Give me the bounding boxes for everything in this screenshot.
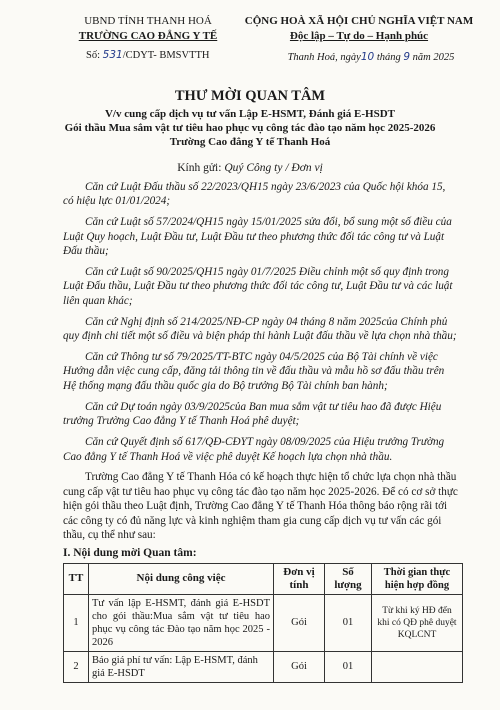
greeting-recipient: Quý Công ty / Đơn vị bbox=[224, 162, 323, 174]
document-title: THƯ MỜI QUAN TÂM bbox=[174, 88, 326, 104]
legal-basis-paragraph: Căn cứ Quyết định số 617/QĐ-CĐYT ngày 08/09/2025 của Hiệu trưởng Trường Cao đẳng Y tế Thanh Hoá về việc phê duyệt Kế hoạch lựa chọn nhà thầu. bbox=[63, 436, 445, 463]
subtitle-line: Trường Cao đẳng Y tế Thanh Hoá bbox=[169, 136, 331, 148]
cell-content: Báo giá phí tư vấn: Lập E-HSMT, đánh giá E-HSDT bbox=[89, 651, 274, 682]
document-body bbox=[63, 180, 458, 683]
cell-quantity: 01 bbox=[325, 651, 372, 682]
subtitle-line: Gói thầu Mua sắm vật tư tiêu hao phục vụ công tác đào tạo năm học 2025-2026 bbox=[64, 122, 436, 134]
greeting-label: Kính gửi: bbox=[177, 162, 222, 174]
table-row bbox=[64, 594, 463, 651]
table-header-row bbox=[64, 563, 463, 594]
agency-name: UBND TỈNH THANH HOÁ bbox=[84, 15, 212, 27]
section-heading: I. Nội dung mời Quan tâm: bbox=[63, 547, 197, 560]
header-left bbox=[48, 14, 248, 63]
cell-content: Tư vấn lập E-HSMT, đánh giá E-HSDT cho gói thầu:Mua sắm vật tư tiêu hao phục vụ công tác Đào tạo năm học 2025 - 2026 bbox=[89, 594, 274, 651]
header-right bbox=[228, 14, 490, 65]
greeting bbox=[0, 162, 500, 174]
cell-quantity: 01 bbox=[325, 594, 372, 651]
header-unit: Đơn vị tính bbox=[274, 563, 325, 594]
document-subtitle bbox=[40, 107, 460, 149]
legal-basis-paragraph: Căn cứ Luật Đấu thầu số 22/2023/QH15 ngày 23/6/2023 của Quốc hội khóa 15, có hiệu lực 01/01/2024; bbox=[63, 181, 446, 208]
intro-paragraph: Trường Cao đẳng Y tế Thanh Hóa có kế hoạch thực hiện tổ chức lựa chọn nhà thầu cung cấp vật tư tiêu hao phục vụ công tác đào tạo năm học 2025-2026. Để có cơ sở thực hiện gói thầu theo Luật định, Trường Cao đẳng Y tế Thanh Hóa thông báo rộng rãi tới các công ty có đủ năng lực và kinh nghiệm tham gia cung cấp dịch vụ tư vấn các gói thầu, cụ thể như sau: bbox=[63, 471, 458, 542]
handwritten-month: 9 bbox=[403, 51, 411, 63]
cell-time bbox=[372, 651, 463, 682]
header-tt: TT bbox=[64, 563, 89, 594]
cell-tt: 1 bbox=[64, 594, 89, 651]
header-time: Thời gian thực hiện hợp đồng bbox=[372, 563, 463, 594]
handwritten-number: 531 bbox=[102, 49, 123, 61]
subtitle-line: V/v cung cấp dịch vụ tư vấn Lập E-HSMT, Đánh giá E-HSDT bbox=[104, 108, 395, 120]
document-date: Thanh Hoá, ngày10 tháng 9 năm 2025 bbox=[287, 51, 455, 63]
table-row bbox=[64, 651, 463, 682]
cell-time: Từ khi ký HĐ đến khi có QĐ phê duyệt KQLCNT bbox=[372, 594, 463, 651]
school-name: TRƯỜNG CAO ĐẲNG Y TẾ bbox=[78, 30, 218, 42]
cell-unit: Gói bbox=[274, 594, 325, 651]
legal-basis-paragraph: Căn cứ Dự toán ngày 03/9/2025của Ban mua sắm vật tư tiêu hao đã được Hiệu trưởng Trường Cao đẳng Y tế Thanh Hoá phê duyệt; bbox=[63, 400, 442, 428]
nation-name: CỘNG HOÀ XÃ HỘI CHỦ NGHĨA VIỆT NAM bbox=[244, 15, 474, 27]
document-number: Số: 531/CDYT- BMSVTTH bbox=[86, 49, 210, 61]
cell-tt: 2 bbox=[64, 651, 89, 682]
national-motto: Độc lập – Tự do – Hạnh phúc bbox=[289, 30, 429, 42]
header-content: Nội dung công việc bbox=[89, 563, 274, 594]
header-quantity: Số lượng bbox=[325, 563, 372, 594]
legal-basis-paragraph: Căn cứ Luật số 90/2025/QH15 ngày 01/7/2025 Điều chỉnh một số quy định trong Luật Đấu thầu, Luật Đầu tư theo phương thức đối tác công tư, Luật Đầu tư và các luật liên quan khác; bbox=[63, 266, 453, 307]
legal-basis-paragraph: Căn cứ Nghị định số 214/2025/NĐ-CP ngày 04 tháng 8 năm 2025của Chính phủ quy định chi tiết một số điều và biện pháp thi hành Luật đấu thầu về lựa chọn nhà thầu; bbox=[63, 315, 457, 343]
cell-unit: Gói bbox=[274, 651, 325, 682]
legal-basis-paragraph: Căn cứ Thông tư số 79/2025/TT-BTC ngày 04/5/2025 của Bộ Tài chính về việc Hướng dẫn việc cung cấp, đăng tải thông tin về đấu thầu và mẫu hồ sơ đấu thầu trên Hệ thống mạng đấu thầu quốc gia do Bộ trưởng Bộ Tài chính ban hành; bbox=[63, 351, 445, 392]
handwritten-day: 10 bbox=[360, 51, 375, 63]
legal-basis-paragraph: Căn cứ Luật số 57/2024/QH15 ngày 15/01/2025 sửa đổi, bổ sung một số điều của Luật Quy hoạch, Luật Đầu tư, Luật Đầu tư theo phương thức đối tác công tư và Luật Đấu thầu; bbox=[63, 216, 452, 258]
work-content-table bbox=[63, 563, 463, 683]
